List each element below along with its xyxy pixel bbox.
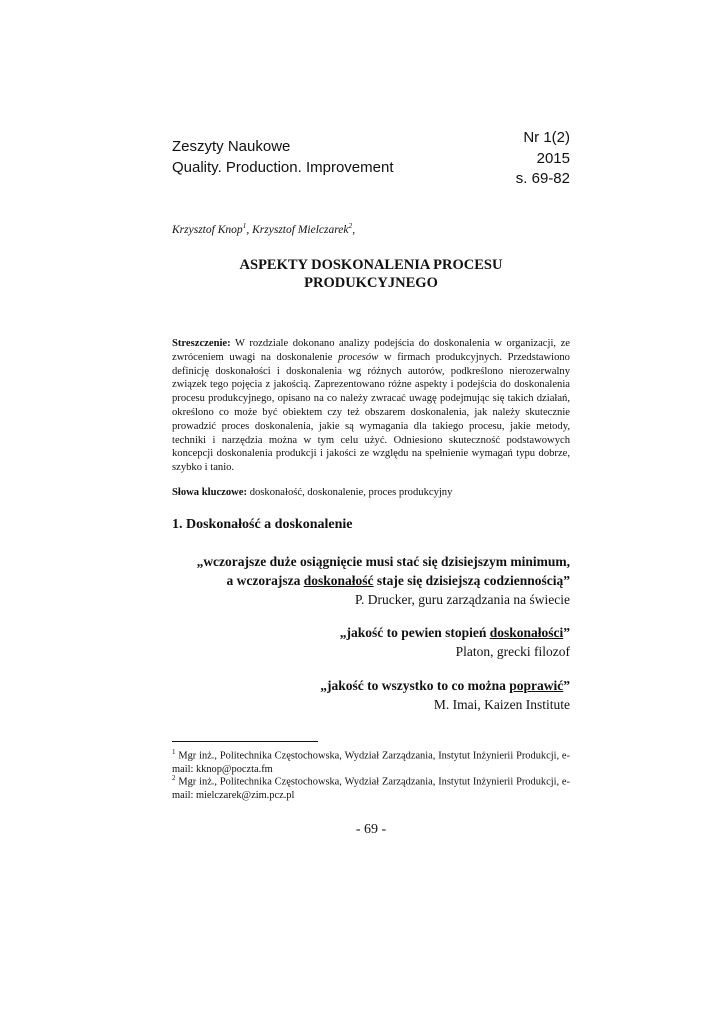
abstract	[172, 337, 570, 475]
author-line	[172, 221, 355, 236]
epigraph-quote-platon	[340, 623, 570, 661]
abstract-text-1: W rozdziale dokonano analizy podejścia do doskonalenia w organizacji, ze zwróceniem uwagi na doskonalenie	[172, 338, 570, 363]
paper-title-line1: ASPEKTY DOSKONALENIA PROCESU	[239, 257, 503, 273]
footnote-1-mark: 1	[172, 748, 176, 756]
author-2-footnote-mark: 2	[348, 221, 353, 230]
footnote-2-mark: 2	[172, 774, 176, 782]
quote-2-text	[340, 625, 570, 640]
quote-3-text	[320, 678, 570, 693]
quote-3-after: ”	[563, 678, 570, 693]
author-separator: ,	[246, 223, 253, 236]
quote-1-underlined: doskonałość	[303, 573, 374, 588]
keywords-text: doskonałość, doskonalenie, proces produkcyjny	[247, 487, 453, 498]
quote-2-attribution: Platon, grecki filozof	[455, 644, 570, 659]
journal-name-line1: Zeszyty Naukowe	[172, 138, 291, 155]
journal-name	[172, 136, 393, 178]
footnote-2	[172, 772, 570, 802]
author-1-footnote-mark: 1	[242, 221, 247, 230]
epigraph-quote-imai	[320, 676, 570, 714]
quote-1-line2-before: a wczorajsza	[226, 573, 304, 588]
journal-name-line2: Quality. Production. Improvement	[172, 159, 394, 176]
epigraph-quote-drucker	[197, 552, 570, 609]
paper-title-line2: PRODUKCYJNEGO	[304, 275, 438, 291]
quote-1-line1: „wczorajsze duże osiągnięcie musi stać się dzisiejszym minimum,	[196, 554, 570, 569]
keywords	[172, 487, 570, 498]
quote-3-underlined: poprawić	[509, 678, 564, 693]
footnote-divider	[172, 741, 318, 742]
abstract-emphasis: procesów	[338, 351, 379, 363]
issue-pages: s. 69-82	[515, 170, 570, 187]
journal-header	[172, 128, 570, 188]
quote-1-line2-after: staje się dzisiejszą codziennością”	[373, 573, 570, 588]
abstract-label: Streszczenie:	[172, 338, 231, 349]
abstract-text-2: w firmach produkcyjnych. Przedstawiono definicję doskonałości i doskonalenia wg różnych autorów, podkreślono nierozerwalny związek tego pojęcia z jakością. Zaprezentowano różne aspekty i podejścia do doskonalenia procesu produkcyjnego, opisano na co należy zwracać uwagę podejmując się takich działań, określono co może być obiektem czy też obszarem doskonalenia, jak należy skutecznie prowadzić proces doskonalenia, jakie są wymagania dla takiego procesu, jakie metody, techniki i narzędzia można w tym celu użyć. Odniesiono skuteczność podstawowych koncepcji doskonalenia produkcji i jakości ze względu na spełnienie wymagań typu dobrze, szybko i tanio.	[172, 351, 570, 474]
page-number: - 69 -	[355, 822, 387, 837]
author-2: Krzysztof Mielczarek	[252, 223, 349, 236]
footnote-2-text: Mgr inż., Politechnika Częstochowska, Wydział Zarządzania, Instytut Inżynierii Produkcji, e-mail: mielczarek@zim.pcz.pl	[172, 776, 570, 801]
quote-3-attribution: M. Imai, Kaizen Institute	[433, 697, 570, 712]
author-trailing: ,	[352, 223, 356, 236]
quote-1-attribution: P. Drucker, guru zarządzania na świecie	[355, 592, 570, 607]
quote-3-before: „jakość to wszystko to co można	[320, 678, 510, 693]
quote-2-before: „jakość to pewien stopień	[339, 625, 490, 640]
quote-2-after: ”	[563, 625, 570, 640]
footnote-1-text: Mgr inż., Politechnika Częstochowska, Wydział Zarządzania, Instytut Inżynierii Produkcji, e-mail: kknop@poczta.fm	[172, 750, 570, 775]
author-1: Krzysztof Knop	[172, 223, 243, 236]
issue-year: 2015	[536, 149, 570, 167]
section-heading: 1. Doskonałość a doskonalenie	[172, 517, 353, 532]
issue-info	[516, 128, 570, 190]
quote-2-underlined: doskonałości	[489, 625, 564, 640]
keywords-label: Słowa kluczowe:	[172, 487, 248, 498]
quote-1-line2	[227, 573, 570, 588]
issue-number: Nr 1(2)	[523, 129, 570, 146]
paper-title	[172, 256, 570, 292]
